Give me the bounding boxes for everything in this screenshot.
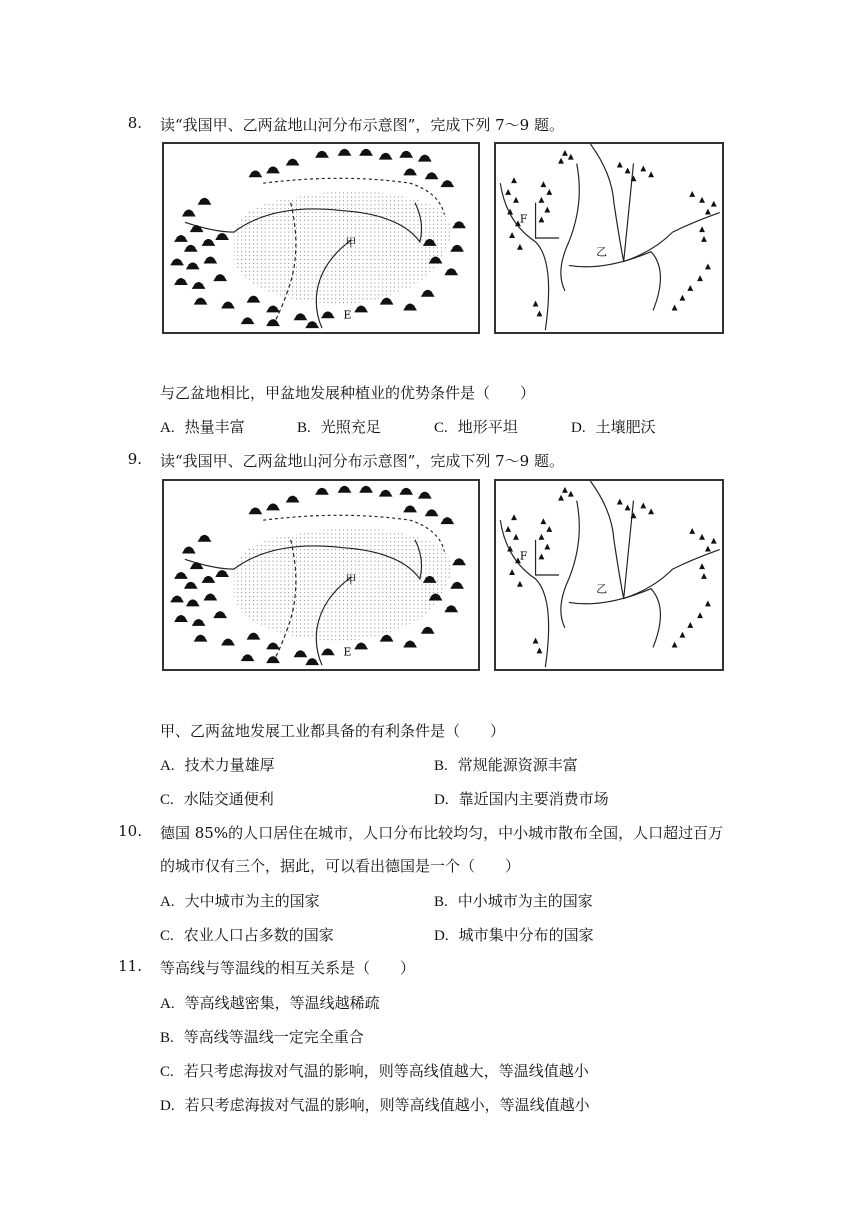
mountain-peak-symbol [511, 177, 517, 183]
mountain-symbol [421, 290, 435, 297]
mountain-symbol [221, 302, 235, 309]
mountain-symbol [266, 167, 280, 174]
option-c[interactable] [160, 1060, 589, 1081]
option-text: 土壤肥沃 [595, 418, 656, 436]
mountain-symbol [286, 496, 300, 503]
mountain-symbol [399, 488, 413, 495]
mountain-peak-symbol [539, 534, 545, 540]
mountain-symbol [198, 535, 212, 542]
mountain-symbol [170, 259, 184, 266]
basin-jia-map [162, 479, 480, 671]
option-letter: C. [160, 1064, 174, 1080]
mountain-symbol [213, 611, 227, 618]
option-letter: C. [160, 928, 174, 944]
mountain-peak-symbol [672, 305, 678, 311]
option-text: 地形平坦 [457, 418, 518, 436]
mountain-peak-symbol [513, 197, 519, 203]
mountain-symbol [170, 596, 184, 603]
mountain-peak-symbol [617, 162, 623, 168]
option-b[interactable] [434, 890, 593, 911]
mountain-symbol [186, 599, 200, 606]
mountain-peak-symbol [568, 154, 574, 160]
question-number: 9. [127, 450, 142, 468]
mountain-symbol [190, 225, 204, 232]
mountain-peak-symbol [699, 563, 705, 569]
mountain-peak-symbol [711, 201, 717, 207]
mountain-peak-symbol [701, 573, 707, 579]
mountain-symbol [204, 257, 218, 264]
mountain-peak-symbol [699, 534, 705, 540]
mountain-symbol [452, 221, 466, 228]
mountain-symbol [440, 180, 454, 187]
mountain-symbol [184, 245, 198, 252]
mountain-symbol [450, 582, 464, 589]
mountain-symbol [184, 582, 198, 589]
mountain-symbol [305, 658, 319, 665]
mountain-peak-symbol [539, 216, 545, 222]
basin-yi-map [494, 479, 724, 671]
mountain-symbol [403, 168, 417, 175]
mountain-symbol [425, 172, 439, 179]
option-letter: D. [160, 1098, 175, 1114]
mountain-symbol [266, 306, 280, 313]
mountain-peak-symbol [625, 168, 631, 174]
option-letter: B. [434, 758, 448, 774]
option-c[interactable] [434, 416, 518, 437]
basin-label: 甲 [345, 572, 357, 586]
mountain-symbol [440, 517, 454, 524]
mountain-symbol [418, 492, 432, 499]
mountain-peak-symbol [558, 495, 564, 501]
mountain-peak-symbol [568, 491, 574, 497]
option-b[interactable] [297, 416, 381, 437]
mountain-peak-symbol [689, 191, 695, 197]
option-b[interactable] [434, 754, 578, 775]
mountain-peak-symbol [711, 538, 717, 544]
mountain-peak-symbol [544, 544, 550, 550]
option-text: 农业人口占多数的国家 [183, 926, 334, 944]
option-text: 靠近国内主要消费市场 [458, 790, 609, 808]
mountain-peak-symbol [540, 181, 546, 187]
mountain-symbol [444, 268, 458, 275]
mountain-symbol [425, 509, 439, 516]
mountain-symbol [190, 562, 204, 569]
option-text: 等高线等温线一定完全重合 [183, 1028, 364, 1046]
basin-label: 乙 [596, 245, 608, 259]
basin-yi-map [494, 142, 724, 334]
mountain-peak-symbol [511, 514, 517, 520]
option-letter: A. [160, 420, 175, 436]
mountain-symbol [421, 627, 435, 634]
mountain-peak-symbol [617, 499, 623, 505]
option-d[interactable] [571, 416, 656, 437]
mountain-peak-symbol [517, 244, 523, 250]
river [500, 520, 548, 667]
question-stem: 读“我国甲、乙两盆地山河分布示意图”，完成下列 7～9 题。 [160, 452, 564, 470]
option-text: 大中城市为主的国家 [184, 892, 320, 910]
mountain-peak-symbol [539, 197, 545, 203]
mountain-symbol [403, 505, 417, 512]
option-text: 常规能源资源丰富 [457, 756, 578, 774]
question-number: 8. [127, 114, 142, 132]
option-d[interactable] [160, 1094, 590, 1115]
mountain-symbol [380, 298, 394, 305]
mountain-symbol [399, 151, 413, 158]
mountain-peak-symbol [680, 632, 686, 638]
mountain-symbol [182, 210, 196, 217]
option-letter: B. [160, 1030, 174, 1046]
mountain-symbol [241, 317, 255, 324]
mountain-symbol [186, 262, 200, 269]
option-text: 热量丰富 [184, 418, 245, 436]
option-c[interactable] [160, 924, 334, 945]
mountain-peak-symbol [540, 518, 546, 524]
mountain-symbol [359, 486, 373, 493]
mountain-peak-symbol [640, 166, 646, 172]
mountain-peak-symbol [648, 171, 654, 177]
question-stem: 等高线与等温线的相互关系是（ ） [160, 959, 416, 977]
mountain-peak-symbol [689, 528, 695, 534]
mountain-peak-symbol [705, 209, 711, 215]
mountain-peak-symbol [705, 263, 711, 269]
mountain-symbol [266, 319, 280, 326]
question-number: 11. [118, 957, 142, 975]
mountain-symbol [315, 151, 329, 158]
mountain-peak-symbol [687, 622, 693, 628]
mountain-symbol [444, 605, 458, 612]
mountain-peak-symbol [537, 310, 543, 316]
point-label: E [343, 308, 352, 322]
point-label: F [519, 212, 528, 226]
mountain-peak-symbol [505, 189, 511, 195]
mountain-symbol [192, 619, 206, 626]
option-letter: A. [160, 894, 175, 910]
mountain-peak-symbol [509, 232, 515, 238]
question-number: 10. [118, 822, 142, 840]
mountain-symbol [338, 149, 352, 156]
mountain-symbol [192, 282, 206, 289]
mountain-symbol [247, 633, 261, 640]
question-stem-line-1: 德国 85%的人口居住在城市，人口分布比较均匀，中小城市散布全国，人口超过百万 [160, 824, 724, 842]
river [569, 252, 661, 311]
mountain-symbol [215, 570, 229, 577]
mountain-peak-symbol [513, 534, 519, 540]
river [569, 589, 661, 648]
mountain-symbol [215, 233, 229, 240]
mountain-peak-symbol [672, 642, 678, 648]
mountain-peak-symbol [697, 275, 703, 281]
mountain-symbol [418, 155, 432, 162]
mountain-symbol [379, 490, 393, 497]
mountain-peak-symbol [533, 301, 539, 307]
option-text: 若只考虑海拔对气温的影响，则等高线值越小，等温线值越小 [184, 1096, 590, 1114]
mountain-symbol [294, 650, 308, 657]
mountain-symbol [450, 245, 464, 252]
mountain-symbol [266, 643, 280, 650]
point-label: F [519, 549, 528, 563]
mountain-symbol [249, 507, 263, 514]
option-a[interactable] [160, 416, 245, 437]
mountain-peak-symbol [517, 581, 523, 587]
option-letter: D. [434, 792, 449, 808]
mountain-symbol [174, 572, 188, 579]
mountain-peak-symbol [509, 569, 515, 575]
option-letter: A. [160, 758, 175, 774]
mountain-peak-symbol [640, 503, 646, 509]
mountain-peak-symbol [562, 487, 568, 493]
basin-label: 甲 [345, 235, 357, 249]
mountain-peak-symbol [701, 236, 707, 242]
mountain-peak-symbol [558, 158, 564, 164]
mountain-symbol [380, 635, 394, 642]
mountain-symbol [321, 648, 335, 655]
mountain-symbol [221, 639, 235, 646]
mountain-symbol [403, 641, 417, 648]
mountain-symbol [266, 656, 280, 663]
option-text: 技术力量雄厚 [184, 756, 275, 774]
mountain-peak-symbol [537, 647, 543, 653]
mountain-symbol [202, 239, 216, 246]
option-text: 中小城市为主的国家 [457, 892, 593, 910]
mountain-peak-symbol [505, 526, 511, 532]
option-b[interactable] [160, 1026, 364, 1047]
mountain-peak-symbol [546, 526, 552, 532]
basin-jia-map [162, 142, 480, 334]
mountain-symbol [359, 149, 373, 156]
mountain-symbol [213, 274, 227, 281]
mountain-peak-symbol [687, 285, 693, 291]
mountain-peak-symbol [699, 197, 705, 203]
point-label: E [343, 645, 352, 659]
option-d[interactable] [434, 788, 609, 809]
option-letter: A. [160, 996, 175, 1012]
question-text: 甲、乙两盆地发展工业都具备的有利条件是（ ） [160, 722, 506, 740]
mountain-peak-symbol [533, 638, 539, 644]
option-a[interactable] [160, 890, 320, 911]
mountain-peak-symbol [699, 226, 705, 232]
option-letter: D. [434, 928, 449, 944]
mountain-peak-symbol [648, 508, 654, 514]
option-text: 水陆交通便利 [183, 790, 274, 808]
mountain-peak-symbol [562, 150, 568, 156]
mountain-peak-symbol [680, 295, 686, 301]
river [561, 501, 579, 628]
option-a[interactable] [160, 992, 380, 1013]
option-text: 等高线越密集，等温线越稀疏 [184, 994, 380, 1012]
mountain-symbol [305, 321, 319, 328]
option-a[interactable] [160, 754, 275, 775]
mountain-peak-symbol [539, 553, 545, 559]
mountain-symbol [403, 304, 417, 311]
mountain-symbol [241, 654, 255, 661]
option-letter: C. [434, 420, 448, 436]
question-stem: 读“我国甲、乙两盆地山河分布示意图”，完成下列 7～9 题。 [160, 116, 564, 134]
mountain-symbol [266, 504, 280, 511]
mountain-peak-symbol [697, 612, 703, 618]
mountain-symbol [194, 635, 208, 642]
mountain-symbol [315, 488, 329, 495]
mountain-symbol [247, 296, 261, 303]
basin-label: 乙 [596, 582, 608, 596]
mountain-peak-symbol [705, 546, 711, 552]
mountain-symbol [174, 235, 188, 242]
mountain-symbol [249, 170, 263, 177]
mountain-peak-symbol [544, 207, 550, 213]
option-letter: C. [160, 792, 174, 808]
mountain-symbol [198, 198, 212, 205]
mountain-symbol [338, 486, 352, 493]
river [500, 183, 548, 330]
option-text: 城市集中分布的国家 [458, 926, 594, 944]
mountain-symbol [286, 159, 300, 166]
option-text: 光照充足 [320, 418, 381, 436]
mountain-symbol [204, 594, 218, 601]
option-d[interactable] [434, 924, 594, 945]
mountain-symbol [354, 643, 368, 650]
option-text: 若只考虑海拔对气温的影响，则等高线值越大，等温线值越小 [183, 1062, 589, 1080]
option-letter: D. [571, 420, 586, 436]
mountain-peak-symbol [705, 600, 711, 606]
mountain-symbol [174, 278, 188, 285]
option-letter: B. [434, 894, 448, 910]
mountain-symbol [452, 558, 466, 565]
mountain-symbol [182, 547, 196, 554]
mountain-symbol [202, 576, 216, 583]
mountain-peak-symbol [546, 189, 552, 195]
mountain-symbol [379, 153, 393, 160]
mountain-symbol [321, 311, 335, 318]
mountain-symbol [194, 298, 208, 305]
mountain-symbol [294, 313, 308, 320]
mountain-symbol [174, 615, 188, 622]
river [561, 164, 579, 291]
mountain-peak-symbol [625, 505, 631, 511]
option-letter: B. [297, 420, 311, 436]
question-stem-line-2: 的城市仅有三个，据此，可以看出德国是一个（ ） [160, 857, 521, 875]
option-c[interactable] [160, 788, 274, 809]
question-text: 与乙盆地相比，甲盆地发展种植业的优势条件是（ ） [160, 384, 536, 402]
mountain-symbol [354, 306, 368, 313]
